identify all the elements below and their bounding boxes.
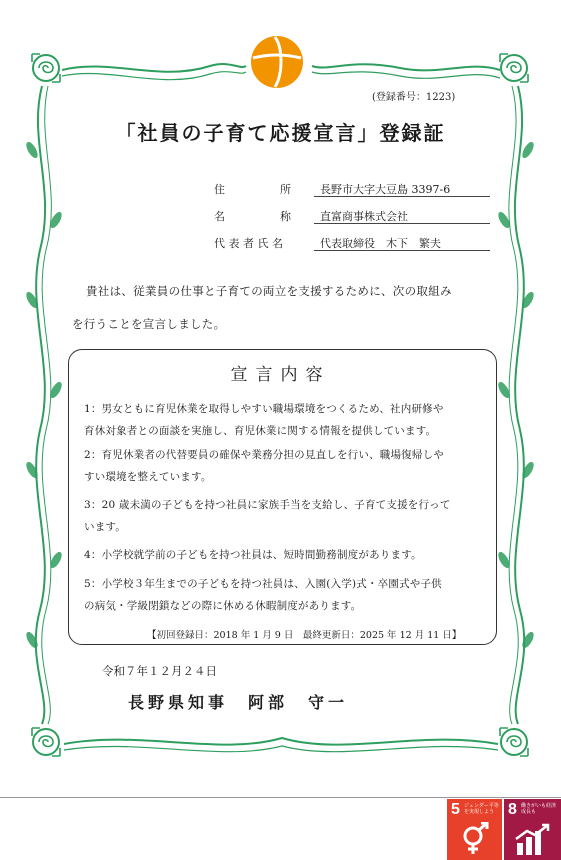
issue-date: 令和７年１２月２４日 [102,664,217,678]
declaration-item [84,544,486,566]
emblem-logo [249,34,305,90]
field-label-representative: 代 表 者 氏 名 [214,237,283,250]
sdg-goal8-number: 8 [508,801,517,818]
item-line: います。 [84,521,126,533]
sdg-goal5-text: ジェンダー平等を実現しよう [464,803,499,815]
item-line: 2：育児休業者の代替要員の確保や業務分担の見直しを行い、職場復帰しや [84,449,444,461]
field-value-name: 直富商事株式会社 [320,210,408,223]
item-line: 3：20 歳未満の子どもを持つ社員に家族手当を支給し、子育て支援を行って [84,499,451,511]
certificate-title: 「社員の子育て応援宣言」登録証 [115,121,446,145]
declaration-item [84,398,486,442]
signer-name: 長野県知事 阿部 守一 [128,693,349,712]
sdg-goal8-tile [504,799,561,860]
declaration-item [84,494,486,538]
field-underline [314,223,490,224]
declaration-item [84,573,486,617]
item-line: 1：男女ともに育児休業を取得しやすい職場環境をつくるため、社内研修や [84,403,444,415]
sdg-goal5-number: 5 [451,801,460,818]
item-line: すい環境を整えています。 [84,471,212,483]
declaration-item [84,444,486,488]
item-line: の病気・学級閉鎖などの際に休める休暇制度があります。 [84,600,362,612]
registration-dates: 【初回登録日：2018 年 1 月 9 日 最終更新日：2025 年 12 月 11 日】 [147,630,462,641]
field-underline [314,196,490,197]
item-line: 育休対象者との面談を実施し、育児休業に関する情報を提供しています。 [84,425,437,437]
field-underline [314,250,490,251]
field-value-address: 長野市大字大豆島 3397-6 [320,183,451,196]
declaration-title: 宣言内容 [230,365,331,385]
intro-line: 貴社は、従業員の仕事と子育ての両立を支援するために、次の取組み [86,284,452,298]
field-label-address: 住 所 [214,183,291,196]
gender-equality-icon [460,822,490,856]
item-line: 4：小学校就学前の子どもを持つ社員は、短時間勤務制度があります。 [84,549,422,561]
field-value-representative: 代表取締役 木下 繁夫 [320,237,441,250]
sdg-goal5-tile [447,799,502,860]
economic-growth-icon [515,823,551,855]
registration-number: (登録番号：1223) [372,92,456,103]
sdg-goal8-text: 働きがいも経済成長も [521,803,557,815]
item-line: 5：小学校３年生までの子どもを持つ社員は、入園(入学)式・卒園式や子供 [84,578,442,590]
intro-line: を行うことを宣言しました。 [72,317,226,331]
page-divider [0,797,561,798]
field-label-name: 名 称 [214,210,291,223]
